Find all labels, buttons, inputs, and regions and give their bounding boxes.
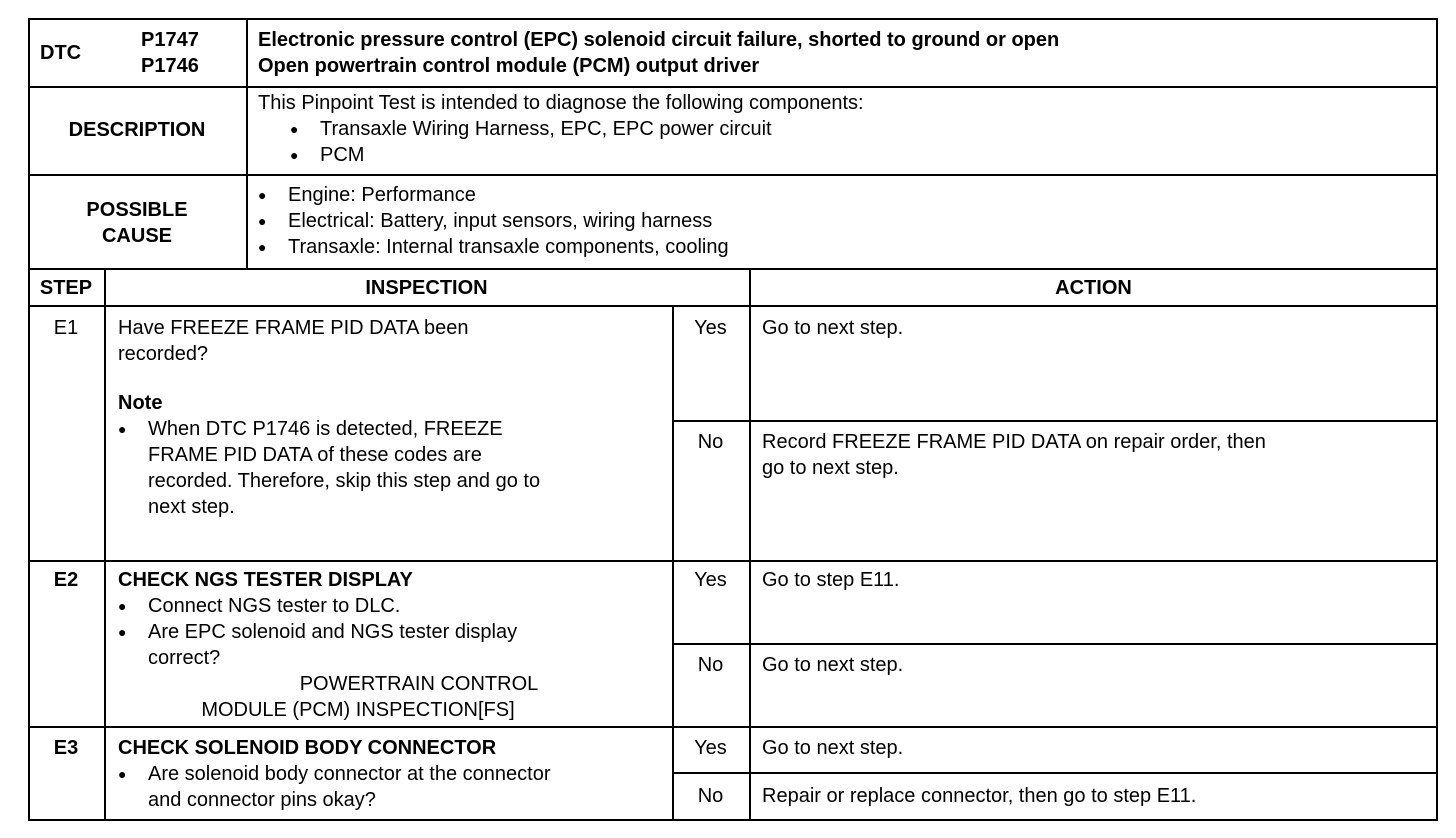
e1-no-action-line: go to next step. bbox=[762, 457, 899, 479]
step-column-divider bbox=[104, 268, 106, 821]
e2-no-action: Go to next step. bbox=[762, 654, 904, 676]
description-item: ● Transaxle Wiring Harness, EPC, EPC power circuit bbox=[290, 116, 772, 142]
e3-no-label: No bbox=[697, 785, 724, 807]
possible-cause-item: ● Engine: Performance bbox=[258, 182, 729, 208]
e2-no-label: No bbox=[697, 654, 724, 676]
e1-note-line: recorded. Therefore, skip this step and go to bbox=[148, 470, 541, 492]
description-item: ● PCM bbox=[290, 142, 772, 168]
dtc-label: DTC bbox=[40, 42, 82, 64]
e1-note-list bbox=[118, 416, 540, 520]
description-label: DESCRIPTION bbox=[68, 119, 206, 141]
rule-e2-yes-no bbox=[672, 643, 1438, 645]
e3-bullet-item bbox=[118, 761, 550, 813]
e3-bullet-list bbox=[118, 761, 550, 813]
e2-title: CHECK NGS TESTER DISPLAY bbox=[118, 569, 413, 591]
possible-cause-list bbox=[258, 182, 729, 260]
rule-possible-cause bbox=[28, 268, 1438, 270]
e2-bullet-item bbox=[118, 619, 517, 671]
e1-inspection-line: Have FREEZE FRAME PID DATA been bbox=[118, 317, 469, 339]
rule-step-e2 bbox=[28, 726, 1438, 728]
header-divider bbox=[246, 18, 248, 268]
possible-cause-label-line1: POSSIBLE bbox=[86, 199, 188, 221]
step-id-e2: E2 bbox=[53, 569, 79, 591]
e1-note bbox=[118, 416, 540, 520]
e3-bullet-line: and connector pins okay? bbox=[148, 789, 376, 811]
dtc-description-2: Open powertrain control module (PCM) output driver bbox=[258, 55, 760, 77]
rule-step-e1 bbox=[28, 560, 1438, 562]
e1-no-action bbox=[762, 429, 1266, 481]
action-column-divider bbox=[749, 268, 751, 821]
e1-note-label: Note bbox=[118, 392, 163, 414]
e2-bullet-line: correct? bbox=[148, 647, 221, 669]
possible-cause-label-line2: CAUSE bbox=[101, 225, 172, 247]
e1-no-action-line: Record FREEZE FRAME PID DATA on repair order, then bbox=[762, 431, 1266, 453]
step-id-e3: E3 bbox=[53, 737, 79, 759]
e2-bullet-line: ● Are EPC solenoid and NGS tester display bbox=[148, 621, 518, 643]
e1-note-line: ● When DTC P1746 is detected, FREEZE bbox=[148, 418, 503, 440]
dtc-code-1: P1747 bbox=[141, 29, 199, 51]
e3-yes-label: Yes bbox=[694, 737, 727, 759]
e1-note-line: FRAME PID DATA of these codes are bbox=[148, 444, 482, 466]
e1-yes-label: Yes bbox=[694, 317, 727, 339]
rule-e3-yes-no bbox=[672, 772, 1438, 774]
e2-yes-label: Yes bbox=[694, 569, 727, 591]
e3-yes-action: Go to next step. bbox=[762, 737, 904, 759]
possible-cause-item: ● Transaxle: Internal transaxle components, cooling bbox=[258, 234, 729, 260]
e2-yes-action: Go to step E11. bbox=[762, 569, 900, 591]
possible-cause-item: ● Electrical: Battery, input sensors, wiring harness bbox=[258, 208, 729, 234]
step-id-e1: E1 bbox=[53, 317, 79, 339]
e1-no-label: No bbox=[697, 431, 724, 453]
e1-note-item bbox=[118, 416, 540, 520]
column-header-inspection: INSPECTION bbox=[365, 277, 488, 299]
dtc-code-2: P1746 bbox=[141, 55, 199, 77]
e3-no-action: Repair or replace connector, then go to step E11. bbox=[762, 785, 1197, 807]
rule-dtc bbox=[28, 86, 1438, 88]
dtc-description-1: Electronic pressure control (EPC) solenoid circuit failure, shorted to ground or open bbox=[258, 29, 1060, 51]
description-list bbox=[290, 116, 772, 168]
column-header-step: STEP bbox=[39, 277, 93, 299]
column-header-action: ACTION bbox=[1055, 277, 1132, 299]
e1-note-line: next step. bbox=[148, 496, 235, 518]
e3-title: CHECK SOLENOID BODY CONNECTOR bbox=[118, 737, 497, 759]
rule-column-header bbox=[28, 305, 1438, 307]
e3-bullet-line: ● Are solenoid body connector at the connector bbox=[148, 763, 551, 785]
e1-inspection-line: recorded? bbox=[118, 343, 209, 365]
description-intro: This Pinpoint Test is intended to diagnose the following components: bbox=[258, 92, 864, 114]
e2-bullet-item: ● Connect NGS tester to DLC. bbox=[118, 593, 517, 619]
rule-description bbox=[28, 174, 1438, 176]
e1-yes-action: Go to next step. bbox=[762, 317, 904, 339]
e2-reference-line2: MODULE (PCM) INSPECTION[FS] bbox=[201, 699, 515, 721]
e2-reference-line1: POWERTRAIN CONTROL bbox=[299, 673, 539, 695]
e2-bullet-list bbox=[118, 593, 517, 671]
rule-e1-yes-no bbox=[672, 420, 1438, 422]
e1-inspection bbox=[118, 315, 468, 367]
